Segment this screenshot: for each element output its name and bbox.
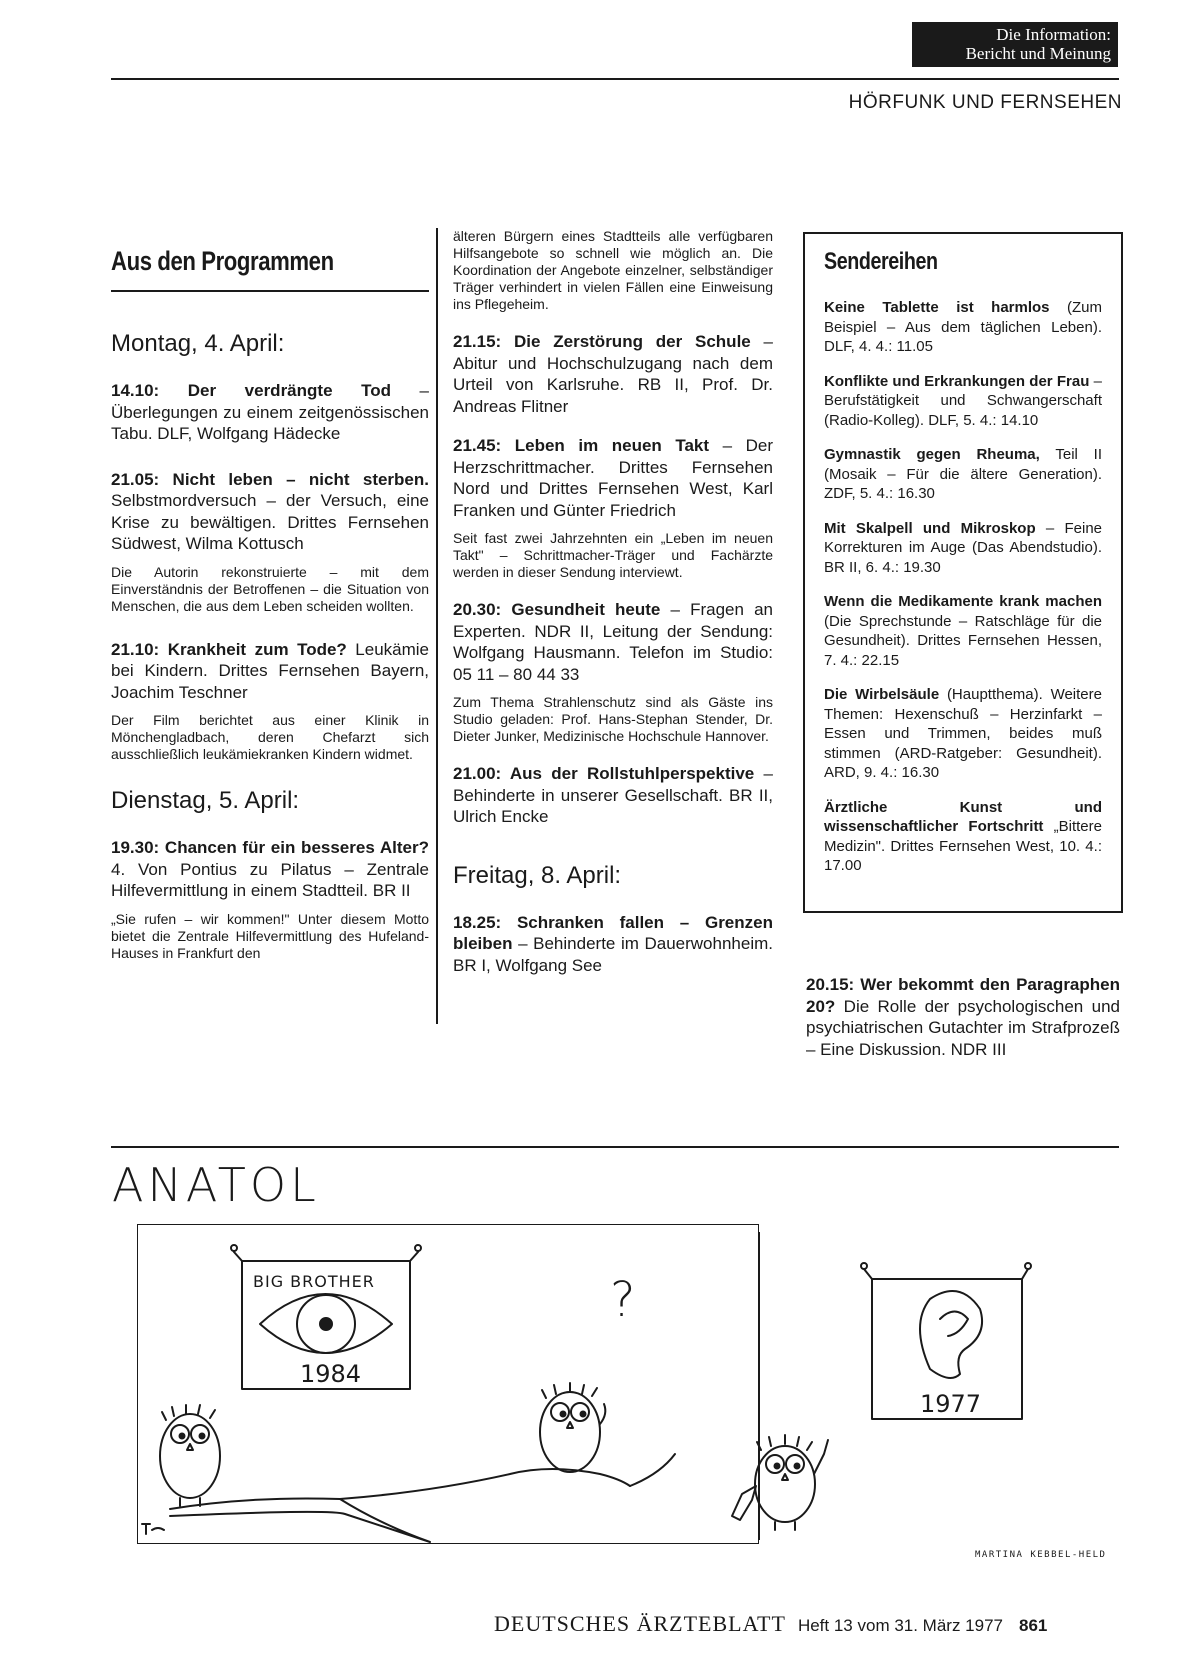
cartoon-title: ANATOL	[112, 1158, 320, 1212]
cartoon-signature: MARTINA KEBBEL-HELD	[975, 1550, 1107, 1560]
top-rule	[111, 78, 1119, 80]
bottle-icon	[732, 1486, 756, 1520]
pencil-icon	[814, 1440, 828, 1474]
series-item-text: „Bittere Medizin". Drittes Fernsehen West, 10. 4.: 17.00	[824, 818, 1102, 874]
column-1	[111, 246, 429, 962]
series-item-text: (Die Sprechstunde – Ratschläge für die Gesundheit). Drittes Fernsehen Hessen, 7. 4.: 22.15	[824, 612, 1102, 669]
column-2	[453, 228, 773, 976]
program-entry	[453, 435, 773, 521]
section-tag	[912, 22, 1118, 67]
series-box	[803, 232, 1123, 913]
program-note: Die Autorin rekonstruierte – mit dem Einverständnis der Betroffenen – die Situation von Menschen, die aus dem Leben scheiden wollten.	[111, 563, 429, 614]
program-entry	[453, 912, 773, 977]
footer	[494, 1611, 1047, 1637]
series-item-text: (Hauptthema). Weitere Themen: Hexenschuß – Herzinfarkt – Essen und Trimmen, beides muß stimmen (ARD-Ratgeber: Gesundheit). ARD, 9. 4.: 16.30	[824, 686, 1102, 781]
series-item-title: Keine Tablette ist harmlos	[824, 299, 1050, 316]
column-3	[806, 974, 1120, 1060]
owl-middle	[540, 1383, 605, 1472]
program-text: – Der Herzschrittmacher. Drittes Fernsehen Nord und Drittes Fernsehen West, Karl Franken und Günter Friedrich	[453, 436, 773, 520]
series-item-title: Ärztliche Kunst und wissenschaftlicher Fortschritt	[824, 798, 1102, 835]
program-entry	[453, 763, 773, 828]
poster1-year: 1984	[300, 1360, 362, 1388]
owl-right	[732, 1435, 828, 1530]
program-title: 21.45: Leben im neuen Takt	[453, 436, 710, 455]
program-note: älteren Bürgern eines Stadtteils alle verfügbaren Hilfsangebote so schnell wie möglich an. Die Koordination der Angebote einzelner, selbständiger Träger verhindert in vielen Fällen eine Einweisung ins Pflegeheim.	[453, 228, 773, 312]
series-item-title: Wenn die Medikamente krank machen	[824, 593, 1102, 610]
program-text: – Behinderte im Dauerwohnheim. BR I, Wolfgang See	[453, 934, 773, 975]
series-item-text: Teil II (Mosaik – Für die ältere Generation). ZDF, 5. 4.: 16.30	[824, 446, 1102, 502]
program-text: Leukämie bei Kindern. Drittes Fernsehen Bayern, Joachim Teschner	[111, 639, 429, 702]
series-item	[824, 298, 1102, 357]
program-note: Seit fast zwei Jahrzehnten ein „Leben im neuen Takt" – Schrittmacher-Träger und Fachärzte werden in dieser Sendung interviewt.	[453, 530, 773, 580]
program-title: 19.30: Chancen für ein besseres Alter?	[111, 838, 429, 857]
day-heading: Dienstag, 5. April:	[111, 787, 300, 814]
poster1-title: BIG BROTHER	[253, 1272, 375, 1291]
series-item-title: Die Wirbelsäule	[824, 686, 940, 703]
program-text: – Abitur und Hochschulzugang nach dem Urteil von Karlsruhe. RB II, Prof. Dr. Andreas Flitner	[453, 332, 773, 416]
series-item	[824, 685, 1102, 783]
program-title: 21.00: Aus der Rollstuhlperspektive	[453, 764, 755, 783]
cartoon-rule	[111, 1146, 1119, 1148]
series-item-title: Konflikte und Erkrankungen der Frau	[824, 372, 1090, 390]
article-title: Aus den Programmen	[111, 246, 334, 276]
question-mark: ?	[610, 1272, 636, 1328]
magazine-name: DEUTSCHES ÄRZTEBLATT	[494, 1611, 786, 1636]
series-item	[824, 445, 1102, 504]
series-item	[824, 592, 1102, 670]
program-entry	[453, 331, 773, 417]
program-text: – Überlegungen zu einem zeitgenössischen Tabu. DLF, Wolfgang Hädecke	[111, 381, 429, 443]
program-title: 20.30: Gesundheit heute	[453, 600, 661, 619]
section-tag-line1: Die Information:	[996, 25, 1111, 44]
program-title: 14.10: Der verdrängte Tod	[111, 381, 391, 400]
poster2-year: 1977	[920, 1390, 982, 1418]
page-number: 861	[1019, 1616, 1048, 1635]
section-heading: HÖRFUNK UND FERNSEHEN	[848, 92, 1122, 113]
series-item-text: – Berufstätigkeit und Schwangerschaft (Radio-Kolleg). DLF, 5. 4.: 14.10	[824, 372, 1102, 429]
branch	[170, 1469, 630, 1509]
program-title: 21.15: Die Zerstörung der Schule	[453, 332, 751, 351]
program-entry	[111, 380, 429, 445]
series-item	[824, 798, 1102, 876]
issue-info: Heft 13 vom 31. März 1977	[797, 1616, 1003, 1635]
program-text: – Fragen an Experten. NDR II, Leitung der Sendung: Wolfgang Hausmann. Telefon im Studio: 05 11 – 80 44 33	[453, 600, 773, 684]
program-text: – Behinderte in unserer Gesellschaft. BR II, Ulrich Encke	[453, 764, 773, 826]
program-entry	[111, 469, 429, 555]
program-title: 20.15: Wer bekommt den Paragraphen 20?	[806, 975, 1120, 1016]
series-item-title: Mit Skalpell und Mikroskop	[824, 519, 1036, 537]
series-item-text: (Zum Beispiel – Aus dem täglichen Leben). DLF, 4. 4.: 11.05	[824, 299, 1102, 355]
program-entry	[111, 837, 429, 902]
column-rule	[436, 228, 438, 1024]
program-note: „Sie rufen – wir kommen!" Unter diesem Motto bietet die Zentrale Hilfevermittlung des Hufeland-Hauses in Frankfurt den	[111, 910, 429, 961]
program-title: 18.25: Schranken fallen – Grenzen bleiben	[453, 912, 773, 953]
owl-left	[160, 1405, 220, 1506]
program-entry	[806, 974, 1120, 1060]
program-title: 21.05: Nicht leben – nicht sterben.	[111, 469, 429, 489]
series-item	[824, 519, 1102, 578]
program-entry	[453, 599, 773, 685]
program-note: Zum Thema Strahlenschutz sind als Gäste ins Studio geladen: Prof. Hans-Stephan Stender, Dr. Dieter Junker, Medizinische Hochschule Hannover.	[453, 694, 773, 744]
series-item-text: – Feine Korrekturen im Auge (Das Abendstudio). BR II, 6. 4.: 19.30	[824, 519, 1102, 576]
program-note: Der Film berichtet aus einer Klinik in Mönchengladbach, deren Chefarzt sich ausschließlich leukämiekranken Kindern widmet.	[111, 712, 429, 762]
series-title: Sendereihen	[824, 248, 938, 275]
program-text: 4. Von Pontius zu Pilatus – Zentrale Hilfevermittlung in einem Stadtteil. BR II	[111, 859, 429, 900]
series-item	[824, 372, 1102, 431]
title-rule	[111, 290, 429, 292]
day-heading: Freitag, 8. April:	[453, 861, 622, 889]
program-text: Die Rolle der psychologischen und psychiatrischen Gutachter im Strafprozeß – Eine Diskussion. NDR III	[806, 996, 1120, 1059]
day-heading: Montag, 4. April:	[111, 330, 285, 357]
program-title: 21.10: Krankheit zum Tode?	[111, 639, 347, 659]
series-item-title: Gymnastik gegen Rheuma,	[824, 446, 1040, 463]
section-tag-line2: Bericht und Meinung	[965, 44, 1111, 63]
program-text: Selbstmordversuch – der Versuch, eine Krise zu bewältigen. Drittes Fernsehen Südwest, Wilma Kottusch	[111, 491, 429, 553]
cartoon-drawing	[130, 1224, 1120, 1554]
program-entry	[111, 639, 429, 704]
